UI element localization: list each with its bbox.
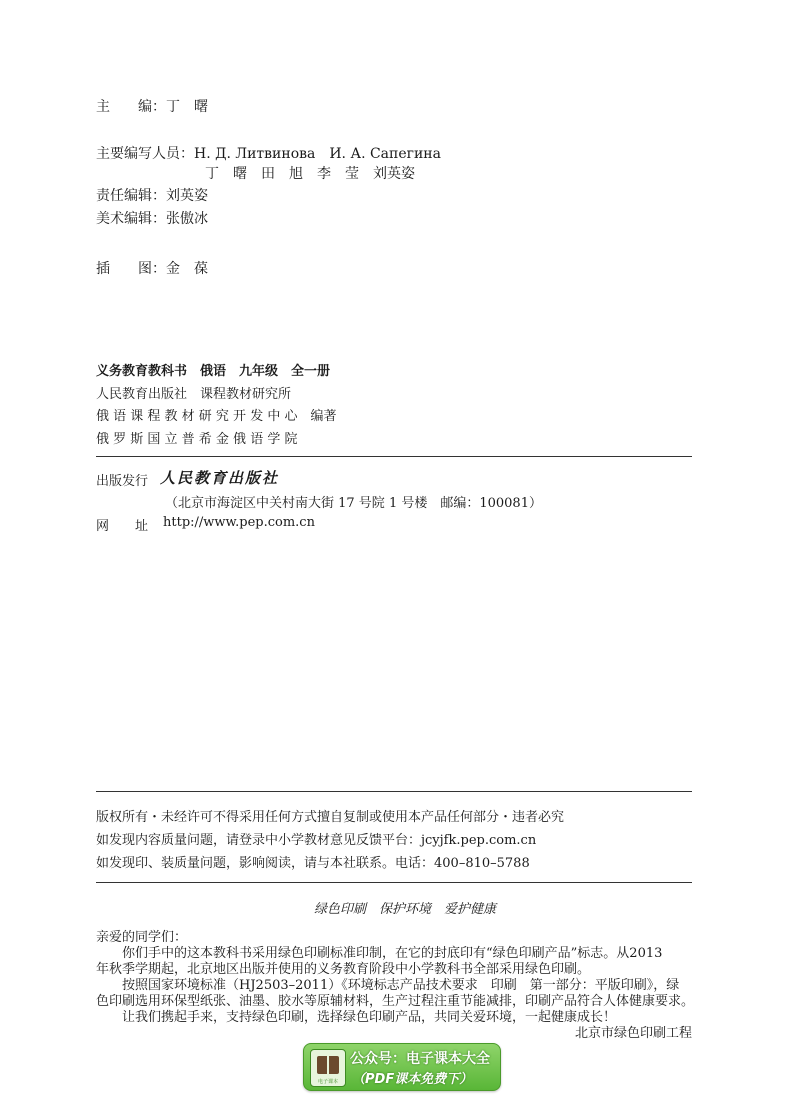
responsible-editor-label: 责任编辑： bbox=[96, 188, 166, 204]
divider bbox=[96, 882, 692, 883]
art-editor: 张傲冰 bbox=[166, 211, 208, 227]
watermark-line2: （PDF课本免费下） bbox=[352, 1072, 473, 1087]
paragraph-1-line-1: 你们手中的这本教科书采用绿色印刷标准印制，在它的封底印有“绿色印刷产品”标志。从2013 bbox=[122, 946, 663, 961]
watermark-line1: 公众号：电子课本大全 bbox=[350, 1051, 490, 1067]
responsible-editor: 刘英姿 bbox=[166, 188, 208, 204]
illustration-line bbox=[96, 258, 208, 278]
chief-editor-label: 主 编： bbox=[96, 99, 166, 115]
paragraph-1-line-2: 年秋季学期起，北京地区出版并使用的义务教育阶段中小学教科书全部采用绿色印刷。 bbox=[96, 962, 591, 977]
print-quality-notice: 如发现印、装质量问题，影响阅读，请与本社联系。电话：400–810–5788 bbox=[96, 856, 530, 871]
website-label: 网 址 bbox=[96, 519, 149, 534]
pushkin-institute-line: 俄 罗 斯 国 立 普 希 金 俄 语 学 院 bbox=[96, 432, 298, 447]
publisher-address: （北京市海淀区中关村南大街 17 号院 1 号楼 邮编：100081） bbox=[165, 496, 542, 511]
art-editor-label: 美术编辑： bbox=[96, 211, 166, 227]
book-icon: 电子课本 bbox=[310, 1049, 346, 1087]
signature: 北京市绿色印刷工程 bbox=[574, 1026, 692, 1041]
divider bbox=[96, 456, 692, 457]
art-editor-line bbox=[96, 208, 208, 228]
publishing-label: 出版发行 bbox=[96, 474, 149, 489]
responsible-editor-line bbox=[96, 185, 208, 205]
greeting: 亲爱的同学们： bbox=[96, 930, 188, 945]
watermark-badge bbox=[303, 1043, 501, 1091]
main-writers-label: 主要编写人员： bbox=[96, 146, 194, 162]
paragraph-2-line-1: 按照国家环境标准（HJ2503–2011）《环境标志产品技术要求 印刷 第一部分：平版印刷》，绿 bbox=[122, 978, 680, 993]
website-url: http://www.pep.com.cn bbox=[163, 515, 315, 530]
research-center-line: 俄 语 课 程 教 材 研 究 开 发 中 心 编著 bbox=[96, 409, 337, 424]
publisher-logo: 人民教育出版社 bbox=[160, 469, 280, 487]
main-writers-line bbox=[96, 143, 441, 163]
copyright-notice: 版权所有・未经许可不得采用任何方式擅自复制或使用本产品任何部分・违者必究 bbox=[96, 810, 565, 825]
divider bbox=[96, 791, 692, 792]
book-title: 义务教育教科书 俄语 九年级 全一册 bbox=[96, 364, 331, 379]
chief-editor-line bbox=[96, 96, 208, 116]
main-writers-line2: 丁 曙 田 旭 李 莹 刘英姿 bbox=[205, 166, 415, 182]
illustration: 金 葆 bbox=[166, 261, 208, 277]
quality-feedback-notice: 如发现内容质量问题，请登录中小学教材意见反馈平台：jcyjfk.pep.com.cn bbox=[96, 833, 537, 848]
publisher-line: 人民教育出版社 课程教材研究所 bbox=[96, 387, 292, 402]
green-slogan: 绿色印刷 保护环境 爱护健康 bbox=[314, 902, 497, 917]
paragraph-2-line-2: 色印刷选用环保型纸张、油墨、胶水等原辅材料，生产过程注重节能减排，印刷产品符合人体健康要求。 bbox=[96, 994, 695, 1009]
illustration-label: 插 图： bbox=[96, 261, 166, 277]
paragraph-3: 让我们携起手来，支持绿色印刷，选择绿色印刷产品，共同关爱环境，一起健康成长！ bbox=[122, 1010, 617, 1025]
chief-editor: 丁 曙 bbox=[166, 99, 208, 115]
main-writers-line1: Н. Д. Литвинова И. А. Сапегина bbox=[194, 146, 441, 162]
